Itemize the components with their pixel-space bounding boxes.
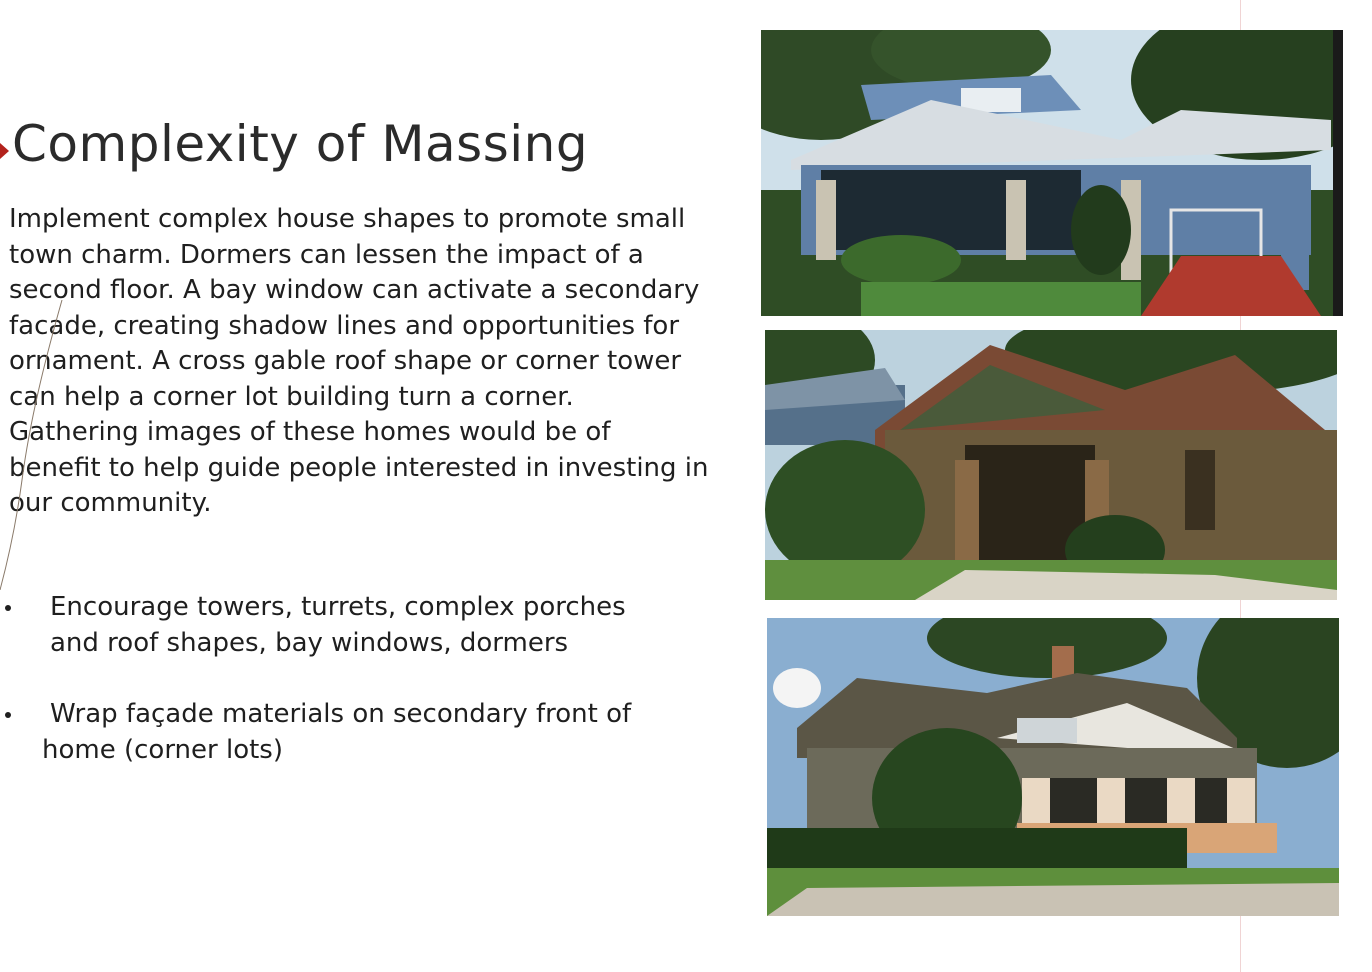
bullet-line: and roof shapes, bay windows, dormers xyxy=(50,627,569,658)
house-image xyxy=(761,30,1343,316)
body-paragraph: Implement complex house shapes to promote small town charm. Dormers can lessen the impact of a second floor. A bay window can activate a secondary facade, creating shadow lines and opportunities for ornament. A cross gable roof shape or corner tower can help a corner lot building turn a corner. Gathering images of these homes would be of benefit to help guide people interested in investing in our community. xyxy=(9,204,709,518)
house-photo-two-story-craftsman xyxy=(767,618,1339,916)
title-arrow-icon xyxy=(0,143,9,159)
house-image xyxy=(767,618,1339,916)
house-image xyxy=(765,330,1337,600)
bullet-line: home (corner lots) xyxy=(42,734,283,765)
bullet-item xyxy=(0,590,720,661)
house-photo-brown-craftsman xyxy=(765,330,1337,600)
bullet-icon xyxy=(5,712,11,718)
slide-title: Complexity of Massing xyxy=(12,115,589,173)
bullet-item xyxy=(0,697,720,768)
house-photo-blue-bungalow xyxy=(761,30,1343,316)
bullet-icon xyxy=(5,605,11,611)
bullet-list xyxy=(0,590,720,768)
bullet-line: Wrap façade materials on secondary front of xyxy=(50,699,632,729)
bullet-line: Encourage towers, turrets, complex porches xyxy=(50,592,626,622)
